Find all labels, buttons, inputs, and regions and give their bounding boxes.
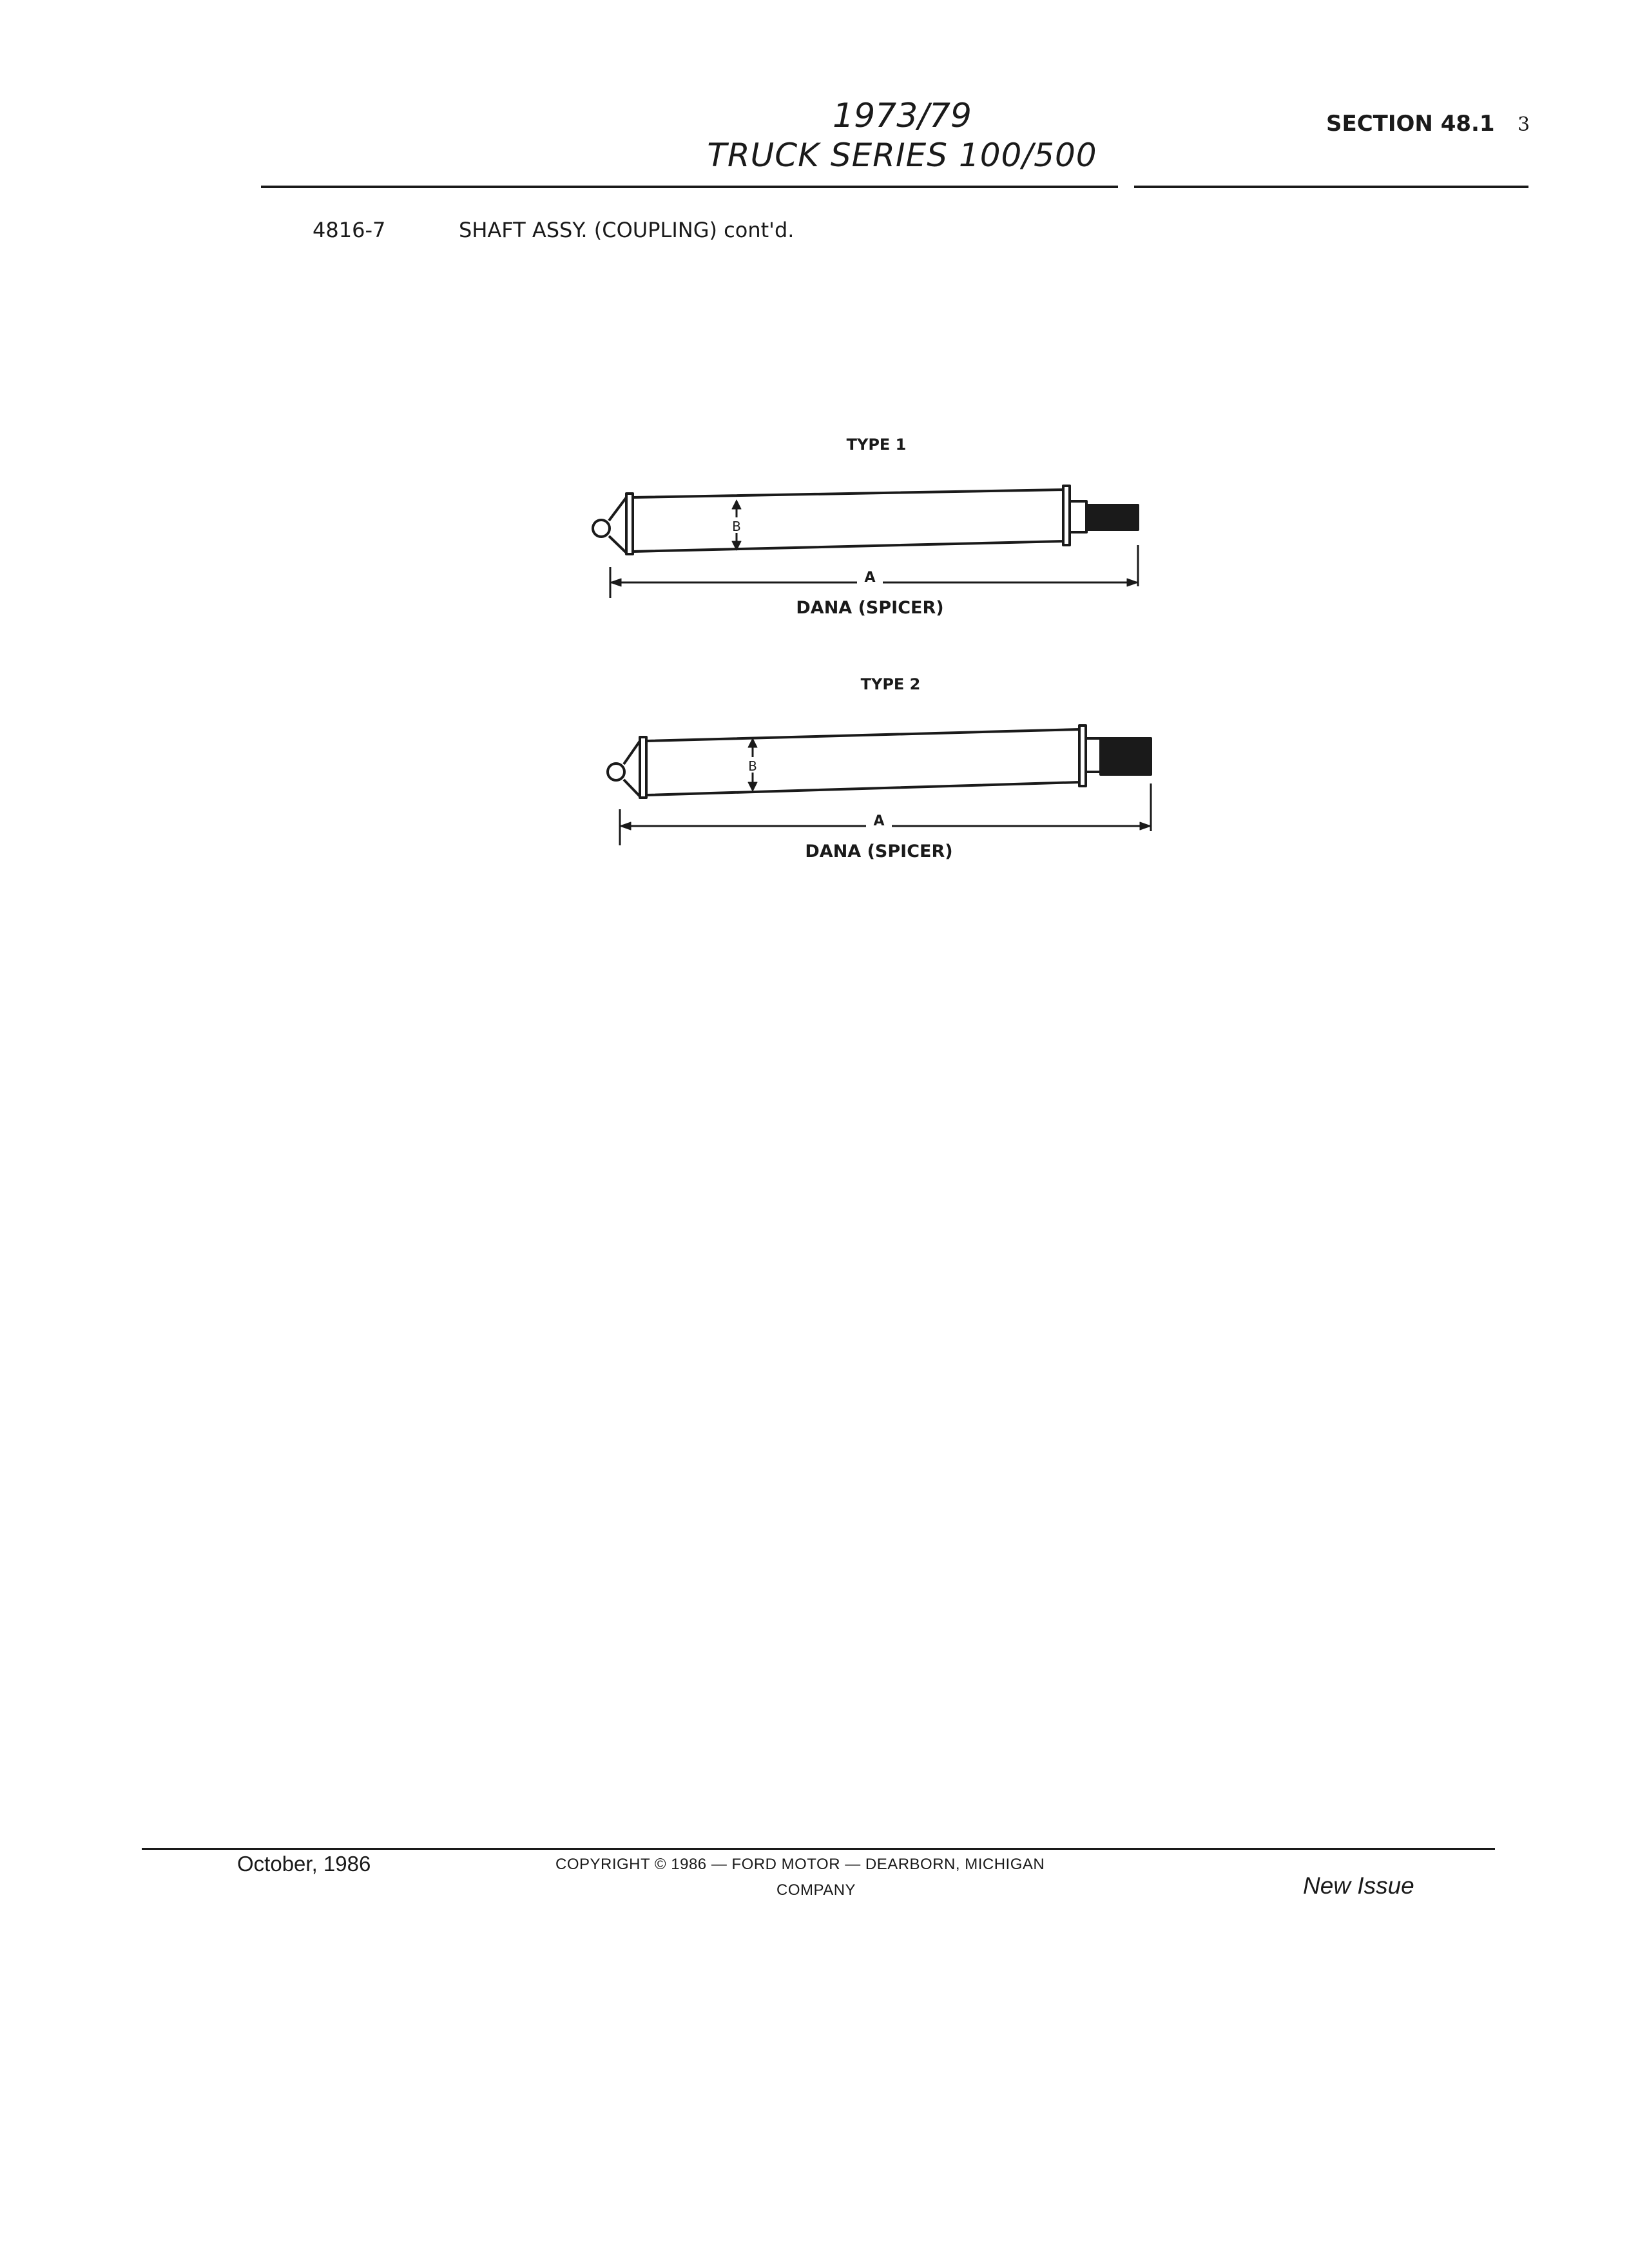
type-1-dim-a-label: A bbox=[864, 570, 876, 586]
type-2-tube bbox=[646, 729, 1079, 795]
header-year-range: 1973/79 bbox=[832, 97, 972, 135]
type-2-left-collar bbox=[640, 737, 646, 798]
footer-issue: New Issue bbox=[1303, 1872, 1414, 1899]
type-1-label: TYPE 1 bbox=[846, 436, 907, 454]
footer-rule bbox=[142, 1848, 1495, 1850]
footer-date: October, 1986 bbox=[237, 1852, 371, 1876]
type-1-yoke-eye bbox=[593, 520, 610, 537]
type-2-splined-stub bbox=[1101, 738, 1151, 774]
type-1-left-collar bbox=[626, 494, 633, 554]
type-1-dim-b-label: B bbox=[732, 519, 741, 534]
footer-copyright: COPYRIGHT © 1986 — FORD MOTOR — DEARBORN, MICHIGAN bbox=[555, 1856, 1045, 1873]
type-2-yoke bbox=[624, 741, 640, 796]
type-1-yoke bbox=[609, 497, 626, 553]
type-2-label: TYPE 2 bbox=[860, 675, 921, 693]
page-number: 3 bbox=[1518, 113, 1530, 136]
type-1-right-collar bbox=[1063, 486, 1070, 545]
type-2-right-collar bbox=[1079, 726, 1086, 786]
type-1-slip bbox=[1070, 501, 1086, 532]
type-1-diagram bbox=[593, 436, 1138, 618]
type-1-tube bbox=[633, 490, 1063, 552]
type-2-dim-a-label: A bbox=[873, 813, 885, 829]
header-series: TRUCK SERIES 100/500 bbox=[707, 137, 1097, 174]
footer-company: COMPANY bbox=[776, 1881, 856, 1899]
part-description: SHAFT ASSY. (COUPLING) cont'd. bbox=[459, 218, 795, 242]
type-1-splined-stub bbox=[1086, 505, 1138, 530]
header-section: SECTION 48.1 bbox=[1326, 111, 1495, 137]
type-2-diagram bbox=[608, 675, 1151, 861]
type-2-dim-b-label: B bbox=[748, 758, 757, 774]
type-2-yoke-eye bbox=[608, 764, 624, 780]
type-1-caption: DANA (SPICER) bbox=[796, 598, 944, 618]
part-number: 4816-7 bbox=[313, 218, 386, 242]
type-2-slip bbox=[1086, 738, 1101, 772]
type-2-caption: DANA (SPICER) bbox=[805, 841, 953, 861]
